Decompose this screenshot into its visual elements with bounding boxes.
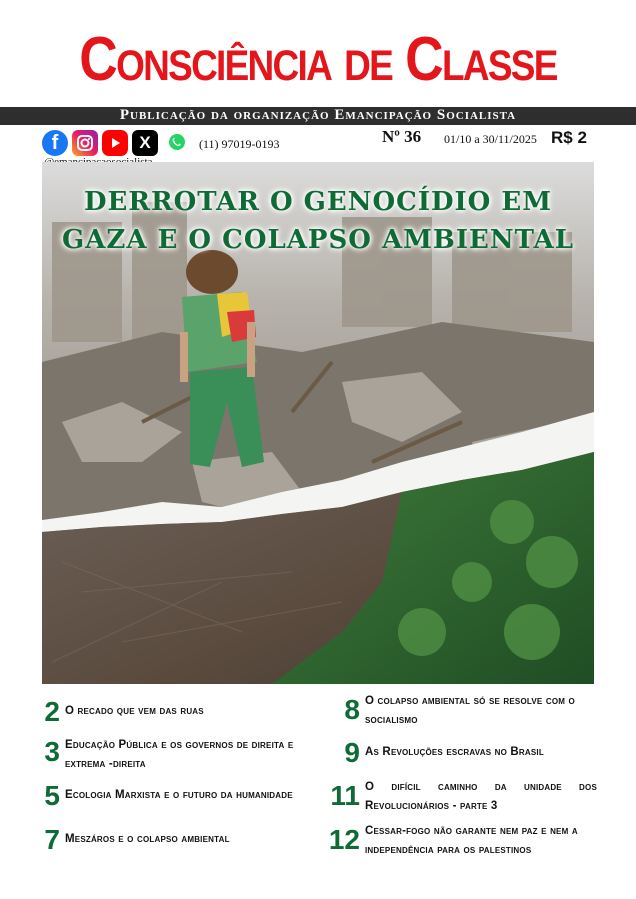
toc-title: Meszáros e o colapso ambiental xyxy=(65,833,230,845)
toc-page-number: 2 xyxy=(44,696,60,727)
facebook-icon[interactable]: f xyxy=(42,130,68,156)
toc-title: O colapso ambiental só se resolve com o socialismo xyxy=(365,695,575,726)
issue-dates: 01/10 a 30/11/2025 xyxy=(444,132,537,146)
toc-page-number: 11 xyxy=(330,780,360,811)
toc-page-number: 8 xyxy=(344,694,360,725)
toc-title: Ecologia Marxista e o futuro da humanidade xyxy=(65,789,293,801)
masthead-title: Consciência de Classe xyxy=(79,25,557,94)
issue-price: R$ 2 xyxy=(551,128,587,147)
youtube-icon[interactable] xyxy=(102,130,128,156)
headline-line-1: DERROTAR O GENOCÍDIO EM xyxy=(84,187,552,217)
toc-page-number: 3 xyxy=(44,736,60,767)
toc-page-number: 5 xyxy=(44,780,60,811)
toc-title: Educação Pública e os governos de direita e extrema -direita xyxy=(65,739,294,770)
masthead-subtitle: Publicação da organização Emancipação Socialista xyxy=(119,107,517,123)
toc-page-number: 7 xyxy=(44,824,60,855)
toc-title: As Revoluções escravas no Brasil xyxy=(365,746,544,758)
phone-number: (11) 97019-0193 xyxy=(199,137,280,151)
toc-title: O recado que vem das ruas xyxy=(65,705,204,717)
toc-title: Cessar-fogo não garante nem paz e nem a independência para os palestinos xyxy=(365,825,578,856)
toc-page-number: 12 xyxy=(328,824,360,855)
toc-title: O difícil caminho da unidade dos Revolucionários - parte 3 xyxy=(365,781,597,812)
issue-number: Nº 36 xyxy=(382,127,422,146)
whatsapp-icon[interactable] xyxy=(169,134,185,150)
x-icon[interactable]: X xyxy=(132,130,158,156)
headline-line-2: GAZA E O COLAPSO AMBIENTAL xyxy=(61,225,575,255)
toc-page-number: 9 xyxy=(344,737,360,768)
cover-headline xyxy=(42,183,594,259)
instagram-icon[interactable] xyxy=(72,130,98,156)
